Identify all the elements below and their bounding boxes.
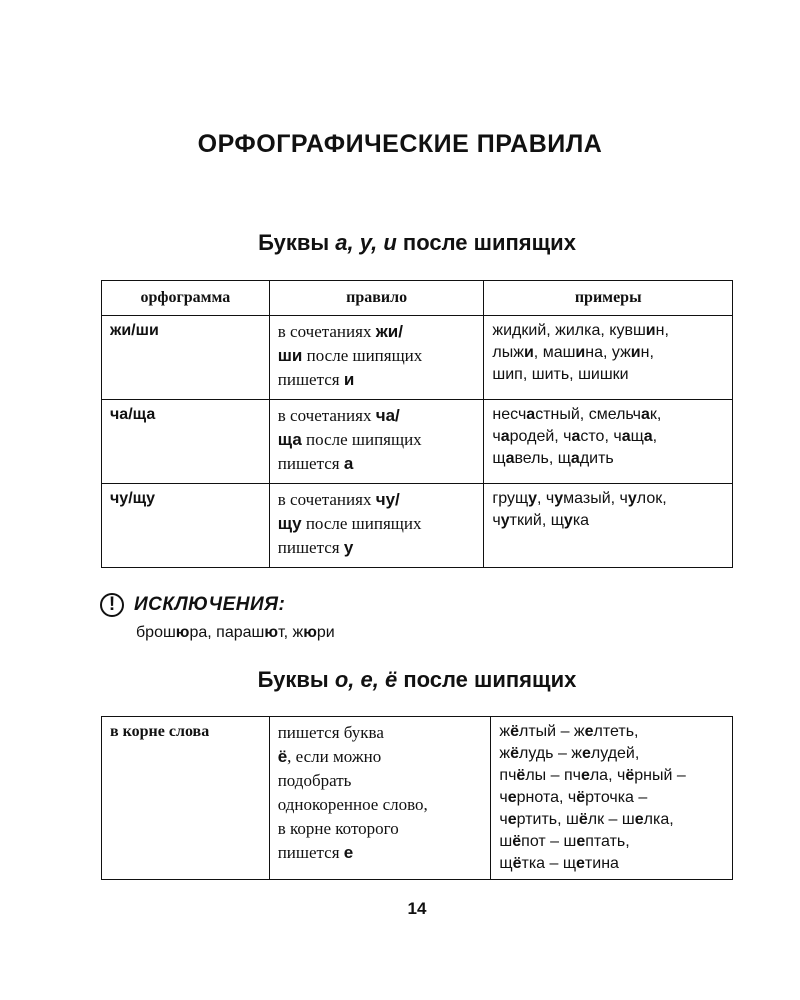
emphasized-letter: и	[630, 344, 641, 361]
emphasized-letter: ё	[625, 767, 635, 784]
emphasized-letter: ё	[277, 747, 288, 766]
emphasized-letter: ё	[578, 811, 588, 828]
emphasized-letter: е	[634, 811, 644, 828]
column-header-orthogram: орфограмма	[102, 281, 270, 316]
section-title-suffix: после шипящих	[396, 230, 576, 255]
emphasized-letter: а	[343, 454, 354, 473]
emphasized-letter: ща	[277, 430, 302, 449]
emphasized-letter: ю	[175, 624, 190, 641]
emphasized-letter: а	[500, 428, 510, 445]
table-row	[102, 400, 733, 484]
emphasized-letter: е	[343, 843, 354, 862]
emphasized-letter: а	[526, 406, 536, 423]
rules-table-o-e-yo	[101, 716, 733, 880]
emphasized-letter: е	[580, 767, 590, 784]
emphasized-letter: а	[570, 450, 580, 467]
column-header-examples: примеры	[484, 281, 733, 316]
exclamation-icon: !	[100, 593, 124, 617]
examples-cell: жёлтый – желтеть, жёлудь – желудей, пчёлы – пчела, чёрный – чернота, чёрточка – чертить, шёлк – шелка, шёпот – шептать, щётка – щетина	[491, 717, 733, 880]
examples-cell: несчастный, смельчак, чародей, часто, чаща, щавель, щадить	[484, 400, 733, 484]
emphasized-letter: ё	[516, 767, 526, 784]
rule-cell: в сочетаниях ча/ ща после шипящих пишется а	[269, 400, 484, 484]
emphasized-letter: щу	[277, 514, 302, 533]
orthogram-cell: жи/ши	[102, 316, 270, 400]
rule-cell: в сочетаниях чу/ щу после шипящих пишется у	[269, 484, 484, 568]
emphasized-letter: ё	[510, 745, 520, 762]
page-title: ОРФОГРАФИЧЕСКИЕ ПРАВИЛА	[197, 130, 603, 158]
emphasized-letter: и	[645, 322, 656, 339]
emphasized-letter: у	[500, 512, 510, 529]
emphasized-letter: ё	[510, 723, 520, 740]
rule-cell: пишется буква ё, если можно подобрать однокоренное слово, в корне которого пишется е	[269, 717, 491, 880]
orthogram-cell: в корне слова	[102, 717, 270, 880]
exceptions-heading	[100, 593, 285, 617]
emphasized-letter: ча/	[375, 406, 400, 425]
exceptions-list: брошюра, парашют, жюри	[136, 624, 335, 641]
emphasized-letter: а	[621, 428, 631, 445]
examples-cell: жидкий, жилка, кувшин, лыжи, машина, ужин, шип, шить, шишки	[484, 316, 733, 400]
emphasized-letter: у	[528, 490, 538, 507]
emphasized-letter: е	[581, 745, 591, 762]
table-header-row	[102, 281, 733, 316]
emphasized-letter: у	[554, 490, 564, 507]
emphasized-letter: чу/	[375, 490, 400, 509]
emphasized-letter: а	[641, 406, 650, 423]
emphasized-letter: е	[507, 811, 517, 828]
emphasized-letter: ши	[277, 346, 303, 365]
section-title-prefix: Буквы	[257, 667, 335, 692]
emphasized-letter: ю	[264, 624, 279, 641]
section-title-o-e-yo	[0, 667, 800, 693]
emphasized-letter: у	[563, 512, 573, 529]
section-title-letters: а, у, и	[335, 230, 397, 255]
emphasized-letter: ё	[576, 789, 586, 806]
emphasized-letter: а	[505, 450, 515, 467]
emphasized-letter: ё	[512, 855, 522, 872]
section-title-letters: о, е, ё	[334, 667, 398, 692]
orthogram-cell: чу/щу	[102, 484, 270, 568]
emphasized-letter: е	[584, 723, 594, 740]
emphasized-letter: а	[571, 428, 581, 445]
emphasized-letter: жи/	[375, 322, 403, 341]
emphasized-letter: и	[343, 370, 355, 389]
table-row	[102, 316, 733, 400]
emphasized-letter: е	[507, 789, 517, 806]
emphasized-letter: е	[576, 855, 585, 872]
emphasized-letter: ё	[512, 833, 522, 850]
emphasized-letter: и	[523, 344, 534, 361]
table-row	[102, 717, 733, 880]
emphasized-letter: а	[643, 428, 653, 445]
section-title-a-u-i	[0, 230, 800, 256]
emphasized-letter: е	[576, 833, 586, 850]
table-row	[102, 484, 733, 568]
page-number: 14	[407, 899, 427, 918]
emphasized-letter: и	[575, 344, 586, 361]
examples-cell: грущу, чумазый, чулок, чуткий, щука	[484, 484, 733, 568]
orthogram-cell: ча/ща	[102, 400, 270, 484]
emphasized-letter: у	[343, 538, 354, 557]
emphasized-letter: ю	[303, 624, 317, 641]
rule-cell: в сочетаниях жи/ ши после шипящих пишется и	[269, 316, 484, 400]
section-title-suffix: после шипящих	[397, 667, 577, 692]
exceptions-label: ИСКЛЮЧЕНИЯ:	[134, 594, 286, 615]
column-header-rule: правило	[269, 281, 484, 316]
section-title-prefix: Буквы	[258, 230, 336, 255]
rules-table-a-u-i	[101, 280, 733, 568]
emphasized-letter: у	[627, 490, 637, 507]
